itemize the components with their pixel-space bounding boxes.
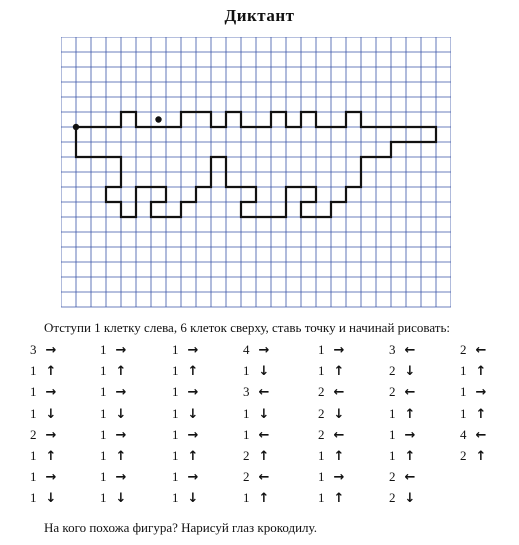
step-count: 1 — [100, 469, 107, 485]
step-count: 1 — [389, 448, 396, 463]
step-count: 1 — [172, 363, 179, 379]
dictation-command — [460, 446, 490, 466]
arrow-right-icon: → — [45, 470, 57, 486]
dictation-command — [100, 340, 130, 360]
step-count: 1 — [172, 342, 179, 357]
arrow-right-icon: → — [115, 427, 127, 443]
dictation-command — [318, 340, 348, 360]
step-count: 1 — [243, 490, 250, 506]
dictation-command — [318, 404, 348, 424]
arrow-down-icon: ↓ — [333, 406, 345, 422]
step-count: 1 — [30, 363, 37, 379]
step-count: 1 — [318, 363, 325, 379]
dictation-command — [460, 404, 490, 424]
step-count: 2 — [243, 448, 250, 463]
arrow-down-icon: ↓ — [115, 491, 127, 507]
arrow-left-icon: ← — [258, 385, 270, 401]
dictation-command — [172, 382, 202, 402]
dictation-command — [100, 425, 130, 445]
dictation-command — [100, 446, 130, 466]
step-count: 2 — [460, 342, 467, 357]
page-title: Диктант — [224, 6, 295, 25]
step-count: 1 — [30, 490, 37, 506]
grid-svg — [61, 37, 451, 309]
step-count: 2 — [318, 405, 325, 421]
dictation-command — [318, 446, 348, 466]
step-count: 3 — [243, 384, 250, 400]
step-count: 1 — [100, 405, 107, 421]
step-count: 1 — [318, 490, 325, 506]
arrow-up-icon: ↑ — [475, 364, 487, 380]
graph-paper-grid — [61, 37, 451, 309]
arrow-down-icon: ↓ — [404, 364, 416, 380]
arrow-up-icon: ↑ — [187, 364, 199, 380]
dictation-command — [172, 446, 202, 466]
arrow-up-icon: ↑ — [404, 449, 416, 464]
step-count: 1 — [389, 426, 396, 442]
dictation-commands — [0, 340, 519, 515]
step-count: 2 — [30, 426, 37, 442]
arrow-down-icon: ↓ — [258, 364, 270, 380]
step-count: 1 — [100, 342, 107, 357]
dictation-command — [389, 488, 419, 508]
step-count: 2 — [318, 426, 325, 442]
dictation-command — [318, 467, 348, 487]
dictation-command — [172, 467, 202, 487]
step-count: 2 — [243, 469, 250, 485]
question-text: На кого похожа фигура? Нарисуй глаз крокодилу. — [44, 520, 317, 535]
step-count: 2 — [389, 384, 396, 400]
dictation-command — [172, 488, 202, 508]
arrow-right-icon: → — [115, 470, 127, 486]
dictation-command — [100, 382, 130, 402]
step-count: 1 — [30, 469, 37, 485]
dictation-command — [243, 446, 273, 466]
arrow-down-icon: ↓ — [115, 406, 127, 422]
dictation-command — [243, 361, 273, 381]
step-count: 1 — [100, 363, 107, 379]
dictation-command — [460, 340, 490, 360]
arrow-up-icon: ↑ — [45, 364, 57, 380]
arrow-right-icon: → — [115, 343, 127, 358]
step-count: 3 — [389, 342, 396, 357]
arrow-right-icon: → — [333, 470, 345, 486]
dictation-command — [172, 361, 202, 381]
step-count: 3 — [30, 342, 37, 357]
arrow-right-icon: → — [45, 427, 57, 443]
arrow-up-icon: ↑ — [258, 491, 270, 507]
arrow-right-icon: → — [333, 343, 345, 358]
step-count: 1 — [172, 384, 179, 400]
dictation-command — [30, 446, 60, 466]
step-count: 4 — [243, 342, 250, 357]
dictation-command — [389, 425, 419, 445]
arrow-down-icon: ↓ — [258, 406, 270, 422]
step-count: 1 — [172, 469, 179, 485]
arrow-right-icon: → — [45, 343, 57, 358]
dictation-command — [318, 382, 348, 402]
step-count: 1 — [172, 426, 179, 442]
step-count: 1 — [172, 490, 179, 506]
step-count: 1 — [318, 448, 325, 463]
step-count: 1 — [389, 405, 396, 421]
dictation-command — [100, 361, 130, 381]
step-count: 1 — [172, 405, 179, 421]
dictation-command — [460, 382, 490, 402]
step-count: 2 — [389, 469, 396, 485]
step-count: 2 — [389, 363, 396, 379]
arrow-up-icon: ↑ — [45, 449, 57, 464]
dictation-command — [243, 425, 273, 445]
crocodile-eye-dot — [155, 116, 161, 122]
step-count: 4 — [460, 426, 467, 442]
dictation-command — [318, 488, 348, 508]
arrow-left-icon: ← — [258, 427, 270, 443]
dictation-command — [243, 488, 273, 508]
step-count: 1 — [100, 490, 107, 506]
arrow-left-icon: ← — [404, 385, 416, 401]
step-count: 1 — [100, 448, 107, 463]
step-count: 1 — [460, 405, 467, 421]
dictation-command — [30, 425, 60, 445]
dictation-command — [243, 467, 273, 487]
dictation-command — [172, 404, 202, 424]
arrow-left-icon: ← — [258, 470, 270, 486]
dictation-command — [30, 404, 60, 424]
step-count: 1 — [318, 469, 325, 485]
dictation-command — [100, 404, 130, 424]
step-count: 1 — [100, 384, 107, 400]
dictation-command — [100, 488, 130, 508]
step-count: 2 — [318, 384, 325, 400]
arrow-right-icon: → — [187, 343, 199, 358]
dictation-command — [30, 382, 60, 402]
dictation-command — [389, 361, 419, 381]
step-count: 1 — [30, 384, 37, 400]
arrow-down-icon: ↓ — [187, 406, 199, 422]
dictation-command — [30, 488, 60, 508]
arrow-right-icon: → — [258, 343, 270, 358]
step-count: 1 — [30, 448, 37, 463]
step-count: 1 — [172, 448, 179, 463]
arrow-up-icon: ↑ — [475, 449, 487, 464]
arrow-left-icon: ← — [475, 427, 487, 443]
dictation-command — [460, 361, 490, 381]
step-count: 1 — [30, 405, 37, 421]
arrow-right-icon: → — [475, 385, 487, 401]
arrow-down-icon: ↓ — [45, 491, 57, 507]
arrow-right-icon: → — [404, 427, 416, 443]
arrow-right-icon: → — [187, 385, 199, 401]
arrow-right-icon: → — [45, 385, 57, 401]
dictation-command — [100, 467, 130, 487]
dictation-command — [389, 382, 419, 402]
start-point-dot — [73, 124, 79, 130]
arrow-down-icon: ↓ — [404, 491, 416, 507]
step-count: 1 — [460, 363, 467, 379]
step-count: 2 — [460, 448, 467, 463]
step-count: 1 — [243, 426, 250, 442]
step-count: 2 — [389, 490, 396, 506]
dictation-command — [389, 340, 419, 360]
arrow-left-icon: ← — [333, 427, 345, 443]
arrow-right-icon: → — [187, 470, 199, 486]
dictation-command — [460, 425, 490, 445]
arrow-up-icon: ↑ — [475, 406, 487, 422]
arrow-up-icon: ↑ — [115, 449, 127, 464]
arrow-left-icon: ← — [404, 470, 416, 486]
arrow-down-icon: ↓ — [187, 491, 199, 507]
arrow-left-icon: ← — [333, 385, 345, 401]
arrow-left-icon: ← — [404, 343, 416, 358]
dictation-command — [172, 425, 202, 445]
dictation-command — [30, 467, 60, 487]
arrow-up-icon: ↑ — [187, 449, 199, 464]
dictation-command — [389, 446, 419, 466]
dictation-command — [318, 425, 348, 445]
step-count: 1 — [243, 405, 250, 421]
arrow-up-icon: ↑ — [404, 406, 416, 422]
arrow-right-icon: → — [187, 427, 199, 443]
arrow-down-icon: ↓ — [45, 406, 57, 422]
step-count: 1 — [243, 363, 250, 379]
arrow-up-icon: ↑ — [333, 364, 345, 380]
dictation-command — [172, 340, 202, 360]
dictation-command — [30, 361, 60, 381]
arrow-up-icon: ↑ — [115, 364, 127, 380]
step-count: 1 — [318, 342, 325, 357]
arrow-up-icon: ↑ — [333, 491, 345, 507]
step-count: 1 — [100, 426, 107, 442]
arrow-up-icon: ↑ — [333, 449, 345, 464]
step-count: 1 — [460, 384, 467, 400]
arrow-up-icon: ↑ — [258, 449, 270, 464]
instruction-text: Отступи 1 клетку слева, 6 клеток сверху, ставь точку и начинай рисовать: — [44, 320, 451, 335]
dictation-command — [30, 340, 60, 360]
dictation-command — [243, 382, 273, 402]
dictation-command — [389, 404, 419, 424]
dictation-command — [243, 340, 273, 360]
arrow-left-icon: ← — [475, 343, 487, 358]
grid-lines — [61, 37, 451, 307]
dictation-command — [389, 467, 419, 487]
arrow-right-icon: → — [115, 385, 127, 401]
dictation-command — [318, 361, 348, 381]
dictation-command — [243, 404, 273, 424]
